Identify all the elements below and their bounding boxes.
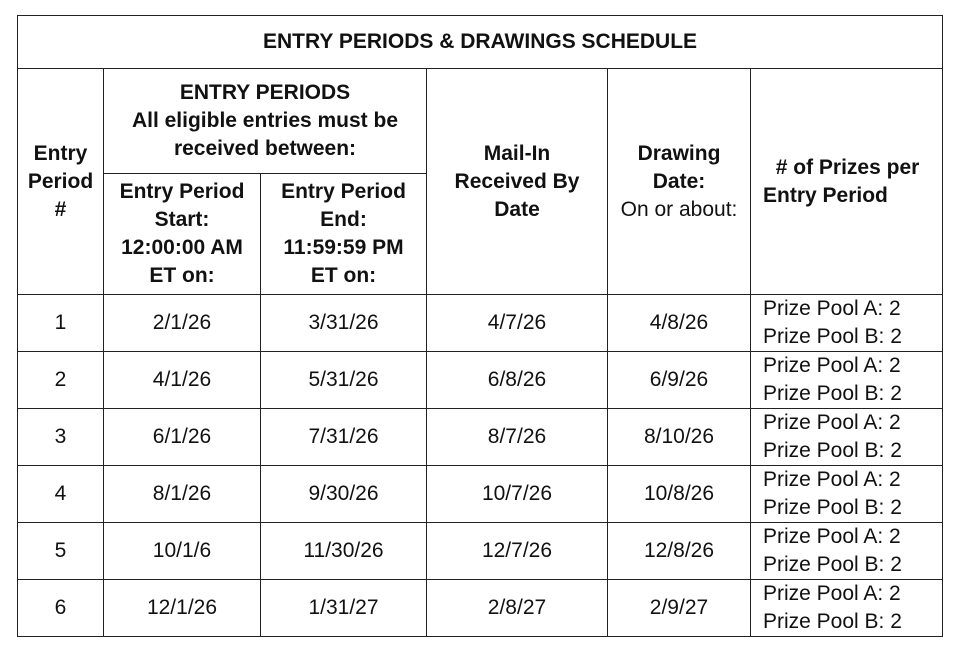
cell-end: 11/30/26	[261, 523, 427, 580]
prize-pool-b: Prize Pool B: 2	[763, 325, 902, 348]
cell-drawing: 2/9/27	[608, 580, 751, 637]
table-row	[18, 580, 943, 637]
header-note: On or about:	[620, 197, 738, 221]
table-row	[18, 352, 943, 409]
prize-pool-b: Prize Pool B: 2	[763, 610, 902, 633]
prize-pool-b: Prize Pool B: 2	[763, 496, 902, 519]
header-line: ET on:	[310, 264, 377, 287]
cell-start: 4/1/26	[104, 352, 261, 409]
table-row	[18, 523, 943, 580]
cell-drawing: 10/8/26	[608, 466, 751, 523]
header-entry-period-num	[18, 69, 104, 295]
table-row	[18, 409, 943, 466]
cell-prizes	[751, 466, 943, 523]
header-line: Date	[494, 197, 540, 221]
prize-pool-a: Prize Pool A: 2	[763, 582, 901, 605]
cell-period: 6	[18, 580, 104, 637]
cell-start: 2/1/26	[104, 295, 261, 352]
header-line: Mail-In	[483, 141, 551, 165]
cell-period: 2	[18, 352, 104, 409]
cell-drawing: 6/9/26	[608, 352, 751, 409]
header-line: Received By	[454, 169, 580, 193]
header-line: received between:	[173, 137, 357, 160]
prize-pool-a: Prize Pool A: 2	[763, 411, 901, 434]
header-mail-in	[427, 69, 608, 295]
cell-period: 1	[18, 295, 104, 352]
cell-start: 8/1/26	[104, 466, 261, 523]
header-end	[261, 174, 427, 295]
cell-start: 6/1/26	[104, 409, 261, 466]
header-line: ENTRY PERIODS	[179, 81, 351, 104]
cell-start: 10/1/6	[104, 523, 261, 580]
prize-pool-a: Prize Pool A: 2	[763, 468, 901, 491]
cell-prizes	[751, 523, 943, 580]
header-line: Start:	[154, 208, 210, 231]
prize-pool-b: Prize Pool B: 2	[763, 382, 902, 405]
cell-mail-in: 4/7/26	[427, 295, 608, 352]
cell-mail-in: 6/8/26	[427, 352, 608, 409]
cell-end: 7/31/26	[261, 409, 427, 466]
cell-mail-in: 10/7/26	[427, 466, 608, 523]
cell-mail-in: 2/8/27	[427, 580, 608, 637]
header-line: Entry Period	[119, 180, 245, 203]
cell-prizes	[751, 352, 943, 409]
header-line: 11:59:59 PM	[283, 236, 404, 259]
cell-mail-in: 8/7/26	[427, 409, 608, 466]
header-line: End:	[320, 208, 367, 231]
cell-end: 1/31/27	[261, 580, 427, 637]
cell-end: 3/31/26	[261, 295, 427, 352]
prize-pool-a: Prize Pool A: 2	[763, 525, 901, 548]
table-row	[18, 466, 943, 523]
header-line: Entry Period	[281, 180, 406, 203]
cell-prizes	[751, 409, 943, 466]
header-prizes: # of Prizes per Entry Period	[751, 69, 943, 295]
cell-period: 3	[18, 409, 104, 466]
header-line: 12:00:00 AM	[121, 236, 243, 259]
cell-start: 12/1/26	[104, 580, 261, 637]
header-entry-periods-group	[104, 69, 427, 174]
header-line: Drawing	[637, 141, 721, 165]
header-start	[104, 174, 261, 295]
header-line: Entry	[33, 141, 88, 165]
header-line: Date:	[652, 169, 706, 193]
header-line: #	[54, 197, 67, 221]
header-line: All eligible entries must be	[131, 109, 399, 132]
cell-prizes	[751, 295, 943, 352]
table-title: ENTRY PERIODS & DRAWINGS SCHEDULE	[18, 16, 943, 69]
table-row	[18, 295, 943, 352]
cell-mail-in: 12/7/26	[427, 523, 608, 580]
schedule-table	[17, 15, 943, 637]
prize-pool-a: Prize Pool A: 2	[763, 354, 901, 377]
cell-drawing: 8/10/26	[608, 409, 751, 466]
cell-end: 5/31/26	[261, 352, 427, 409]
cell-period: 5	[18, 523, 104, 580]
cell-prizes	[751, 580, 943, 637]
header-drawing-date	[608, 69, 751, 295]
cell-period: 4	[18, 466, 104, 523]
cell-drawing: 4/8/26	[608, 295, 751, 352]
header-line: Period	[27, 169, 94, 193]
cell-end: 9/30/26	[261, 466, 427, 523]
prize-pool-a: Prize Pool A: 2	[763, 297, 901, 320]
prize-pool-b: Prize Pool B: 2	[763, 439, 902, 462]
cell-drawing: 12/8/26	[608, 523, 751, 580]
prize-pool-b: Prize Pool B: 2	[763, 553, 902, 576]
header-line: ET on:	[149, 264, 215, 287]
